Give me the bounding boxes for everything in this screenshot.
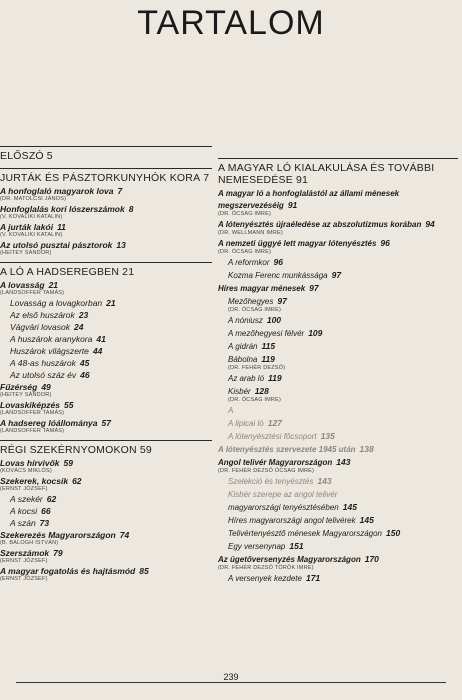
toc-entry (0, 381, 212, 398)
entry-page-number: 13 (116, 240, 126, 250)
entry-author: (KOVÁCS MIKLÓS) (0, 468, 52, 474)
entry-title: Egy versenynap (228, 542, 286, 551)
entry-title: A jurták lakói (0, 222, 54, 232)
toc-entry (0, 203, 212, 220)
entry-page-number: 49 (41, 382, 51, 392)
toc-entry (0, 185, 212, 202)
entry-title: Kisbér (228, 387, 251, 396)
entry-author: (DR. ÓCSAG IMRE) (228, 397, 282, 403)
entry-title: Honfoglalás kori lószerszámok (0, 204, 125, 214)
entry-page-number: 62 (46, 494, 57, 504)
toc-entry (0, 565, 212, 582)
entry-title: A kocsi (10, 506, 38, 516)
entry-title: Lovasság a lovagkorban (10, 298, 103, 308)
entry-page-number: 11 (57, 222, 66, 232)
toc-entry (0, 239, 212, 256)
entry-author: (DR. ÓCSAG IMRE) (218, 211, 272, 217)
toc-entry (0, 417, 212, 434)
toc-entry (218, 353, 458, 371)
entry-page-number: 119 (268, 373, 282, 383)
entry-page-number: 135 (320, 431, 335, 441)
entry-title: Az utolsó pusztai pásztorok (0, 240, 113, 250)
entry-page-number: 45 (79, 358, 90, 368)
entry-page-number: 41 (96, 334, 106, 344)
toc-entry (218, 327, 458, 339)
entry-title: A reformkor (228, 258, 270, 267)
toc-entry (0, 529, 212, 546)
toc-entry (218, 340, 458, 352)
entry-title: Az utolsó száz év (10, 370, 77, 380)
section-page-number: 91 (295, 174, 309, 186)
entry-title: A szán (10, 518, 36, 528)
toc-entry (218, 385, 458, 403)
entry-page-number: 143 (317, 476, 332, 486)
entry-author: (V. KOVALIKI KATALIN) (0, 232, 63, 238)
entry-page-number: 151 (289, 541, 304, 551)
section-heading (0, 441, 212, 456)
entry-title: Híres magyarországi angol telivérek (228, 516, 356, 525)
toc-entry (218, 572, 458, 584)
section-title: ELŐSZÓ (0, 150, 44, 162)
entry-page-number: 91 (287, 200, 298, 210)
entry-title: A lótenyésztés újraéledése az abszolutizmus korában (218, 220, 422, 229)
entry-page-number: 97 (309, 283, 319, 293)
entry-page-number: 171 (305, 573, 321, 583)
section-page-number: 21 (122, 266, 135, 278)
toc-entry (218, 443, 458, 455)
page-number: 239 (223, 672, 239, 682)
toc-entry (218, 295, 458, 313)
left-column (0, 146, 212, 588)
toc-entry (218, 501, 458, 513)
entry-title: Lovaskiképzés (0, 400, 61, 410)
entry-page-number: 24 (74, 322, 84, 332)
entry-page-number: 96 (380, 238, 390, 248)
section-page-number: 59 (139, 444, 152, 456)
entry-page-number: 145 (359, 515, 374, 525)
section-title: A LÓ A HADSEREGBEN (0, 266, 120, 278)
page-title: TARTALOM (137, 4, 325, 42)
entry-page-number: 57 (101, 418, 111, 428)
toc-entry (0, 547, 212, 564)
toc-entry (218, 488, 458, 500)
section-heading (0, 263, 212, 278)
entry-title: A honfoglaló magyarok lova (0, 186, 114, 196)
entry-title: A nemzeti üggyé lett magyar lótenyésztés (218, 239, 377, 248)
toc-entry (218, 456, 458, 474)
entry-page-number: 150 (386, 528, 401, 538)
toc-entry (218, 475, 458, 487)
toc-entry (218, 282, 458, 294)
toc-section (0, 168, 212, 256)
entry-title: A lótenyésztési főcsoport (228, 432, 317, 441)
entry-title: Az első huszárok (10, 310, 75, 320)
entry-page-number: 74 (119, 530, 130, 540)
entry-page-number: 62 (72, 476, 82, 486)
entry-page-number: 127 (267, 418, 282, 428)
entry-title: Mezőhegyes (228, 297, 274, 306)
entry-title: A lovasság (0, 280, 45, 290)
toc-entry (0, 321, 212, 332)
toc-entry (218, 218, 458, 236)
toc-entry (218, 256, 458, 268)
entry-title: Bábolna (228, 355, 258, 364)
section-title: A MAGYAR LÓ KIALAKULÁSA ÉS TOVÁBBI NEMESEDÉSE (218, 162, 435, 186)
toc-entry (0, 221, 212, 238)
toc-entry (0, 505, 212, 516)
entry-title: A gidrán (228, 342, 258, 351)
entry-title: Lovas hírvivők (0, 458, 60, 468)
entry-title: A huszárok aranykora (10, 334, 93, 344)
entry-title: A lótenyésztés szervezete 1945 után (218, 445, 356, 454)
entry-title: Szekerek, kocsik (0, 476, 69, 486)
toc-section (218, 158, 458, 584)
entry-page-number: 115 (261, 341, 276, 351)
toc-entry (0, 279, 212, 296)
entry-title: A nóniusz (228, 316, 263, 325)
toc-entry (218, 372, 458, 384)
bottom-rule (16, 682, 446, 683)
entry-title: Híres magyar ménesek (218, 284, 306, 293)
entry-title: A versenyek kezdete (228, 574, 302, 583)
entry-author: (DR. MATOLCSI JÁNOS) (0, 196, 67, 202)
entry-title: Az arab ló (228, 374, 265, 383)
entry-author: (DR. FEHÉR DEZSŐ) (228, 365, 286, 371)
entry-title: A mezőhegyesi félvér (228, 329, 305, 338)
entry-page-number: 128 (254, 386, 269, 396)
toc-entry (0, 333, 212, 344)
toc-entry (0, 517, 212, 528)
entry-author: (LANDSOFFER TAMÁS) (0, 410, 65, 416)
entry-title: magyarországi tenyésztésében (228, 503, 339, 512)
entry-page-number: 170 (364, 554, 379, 564)
entry-author: (B. BALOGH ISTVÁN) (0, 540, 59, 546)
entry-page-number: 7 (117, 186, 123, 196)
entry-page-number: 85 (139, 566, 149, 576)
section-title: JURTÁK ÉS PÁSZTORKUNYHÓK KORA (0, 172, 201, 184)
entry-author: (HEITEY SÁNDOR) (0, 392, 52, 398)
entry-title: Szelekció és tenyésztés (228, 477, 314, 486)
toc-entry (0, 399, 212, 416)
section-page-number: 5 (46, 150, 53, 162)
right-column (218, 158, 458, 590)
toc-entry (218, 417, 458, 429)
toc-entry (218, 187, 458, 217)
entry-author: (DR. FEHÉR DEZSŐ ÓCSAG IMRE) (218, 468, 315, 474)
toc-entry (0, 297, 212, 308)
toc-entry (0, 493, 212, 504)
entry-title: A lipicai ló (228, 419, 264, 428)
entry-author: (HEITEY SÁNDOR) (0, 250, 52, 256)
entry-author: (ERNST JÓZSEF) (0, 576, 48, 582)
entry-title: Az ügetőversenyzés Magyarországon (218, 555, 361, 564)
entry-page-number: 23 (78, 310, 89, 320)
entry-page-number: 100 (266, 315, 282, 325)
toc-entry (0, 457, 212, 474)
entry-title: Szerszámok (0, 548, 50, 558)
toc-entry (0, 475, 212, 492)
entry-author: (DR. FEHÉR DEZSŐ TÖRÖK IMRE) (218, 565, 314, 571)
entry-title: Szekerezés Magyarországon (0, 530, 116, 540)
toc-entry (218, 404, 458, 416)
entry-page-number: 59 (63, 458, 73, 468)
entry-page-number: 21 (48, 280, 59, 290)
toc-entry (218, 430, 458, 442)
entry-title: Kisbér szerepe az angol telivér (228, 490, 338, 499)
entry-title: A magyar ló a honfoglalástól az állami ménesek megszervezéséig (218, 189, 400, 210)
entry-page-number: 44 (92, 346, 103, 356)
toc-entry (218, 314, 458, 326)
toc-entry (218, 237, 458, 255)
section-title: RÉGI SZEKÉRNYOMOKON (0, 444, 137, 456)
section-heading (218, 159, 458, 186)
entry-page-number: 66 (41, 506, 51, 516)
entry-author: (ERNST JÓZSEF) (0, 558, 48, 564)
toc-section (0, 440, 212, 582)
entry-page-number: 145 (342, 502, 357, 512)
entry-page-number: 94 (425, 219, 435, 229)
entry-title: A magyar fogatolás és hajtásmód (0, 566, 136, 576)
entry-author: (DR. ÓCSAG IMRE) (218, 249, 272, 255)
section-page-number: 7 (203, 172, 210, 184)
entry-title: A szekér (10, 494, 43, 504)
entry-title: A 48-as huszárok (10, 358, 76, 368)
toc-entry (218, 269, 458, 281)
entry-page-number: 96 (273, 257, 283, 267)
toc-entry (0, 345, 212, 356)
entry-page-number: 79 (53, 548, 63, 558)
entry-author: (ERNST JÓZSEF) (0, 486, 48, 492)
entry-title: A (228, 406, 234, 415)
entry-page-number: 138 (359, 444, 374, 454)
entry-title: Huszárok világszerte (10, 346, 89, 356)
toc-entry (218, 527, 458, 539)
entry-page-number: 21 (106, 298, 116, 308)
toc-entry (218, 540, 458, 552)
entry-title: Kozma Ferenc munkássága (228, 271, 328, 280)
section-heading (0, 147, 212, 162)
entry-page-number: 73 (39, 518, 50, 528)
section-heading (0, 169, 212, 184)
entry-page-number: 119 (261, 354, 275, 364)
entry-author: (LANDSOFFER TAMÁS) (0, 290, 65, 296)
entry-page-number: 55 (64, 400, 74, 410)
entry-page-number: 143 (336, 457, 351, 467)
toc-section (0, 146, 212, 162)
toc-entry (218, 553, 458, 571)
toc-entry (0, 309, 212, 320)
entry-page-number: 97 (277, 296, 287, 306)
entry-author: (V. KOVALIKI KATALIN) (0, 214, 63, 220)
toc-entry (0, 357, 212, 368)
entry-page-number: 109 (308, 328, 323, 338)
entry-title: Telivértenyésztő ménesek Magyarországon (228, 529, 383, 538)
entry-page-number: 97 (331, 270, 342, 280)
entry-title: Fűzérség (0, 382, 38, 392)
toc-entry (218, 514, 458, 526)
entry-author: (DR. ÓCSAG IMRE) (228, 307, 282, 313)
entry-title: A hadsereg lóállománya (0, 418, 98, 428)
entry-page-number: 8 (128, 204, 134, 214)
entry-author: (LANDSOFFER TAMÁS) (0, 428, 65, 434)
toc-entry (0, 369, 212, 380)
entry-title: Vágvári lovasok (10, 322, 71, 332)
entry-page-number: 46 (80, 370, 90, 380)
toc-section (0, 262, 212, 434)
entry-title: Angol telivér Magyarországon (218, 458, 333, 467)
entry-author: (DR. WELLMANN IMRE) (218, 230, 283, 236)
